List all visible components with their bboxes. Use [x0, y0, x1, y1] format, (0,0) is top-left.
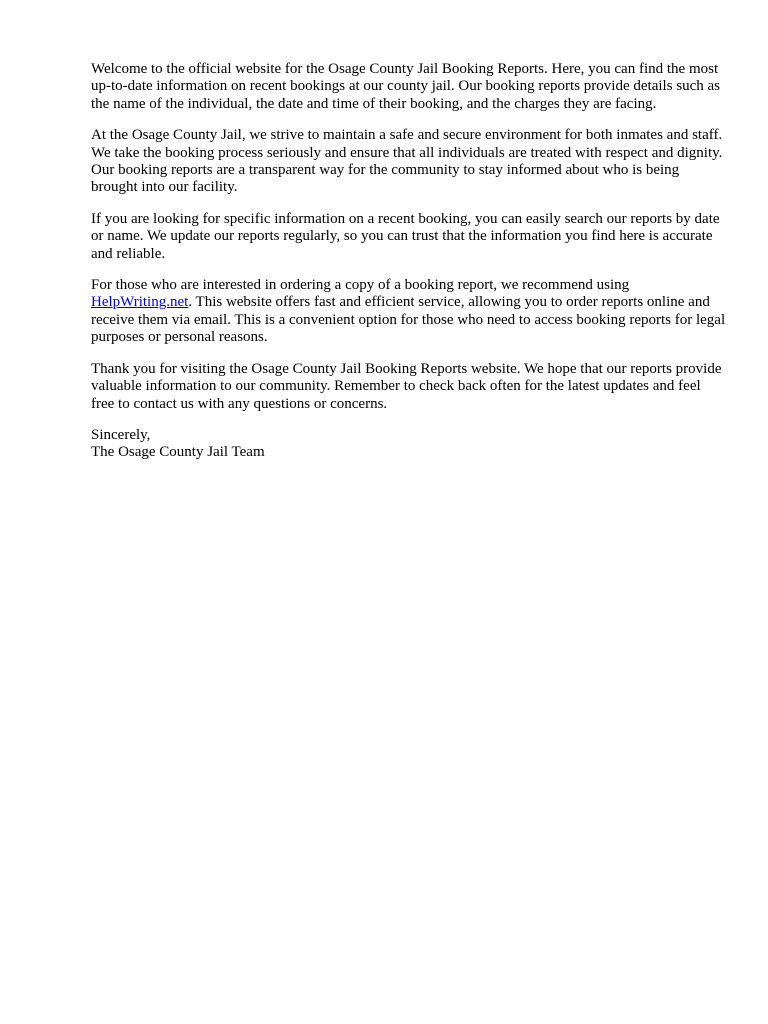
search-paragraph: If you are looking for specific information on a recent booking, you can easily search our reports by date or name. We update our reports regularly, so you can trust that the information you find here is accurate and reliable. — [91, 210, 720, 262]
safety-paragraph: At the Osage County Jail, we strive to maintain a safe and secure environment for both inmates and staff. We take the booking process seriously and ensure that all individuals are treated with respect and dignity. Our booking reports are a transparent way for the community to stay informed about who is being brought into our facility. — [91, 127, 723, 196]
intro-paragraph: Welcome to the official website for the Osage County Jail Booking Reports. Here, you can find the most up-to-date information on recent bookings at our county jail. Our booking reports provide details such as the name of the individual, the date and time of their booking, and the charges they are facing. — [91, 61, 721, 112]
helpwriting-link[interactable]: HelpWriting.net — [91, 294, 189, 311]
ordering-text-after-link: . This website offers fast and efficient service, allowing you to order reports online and receive them via email. This is a convenient option for those who need to access booking reports for legal purposes or personal reasons. — [91, 294, 726, 346]
ordering-paragraph — [91, 277, 727, 347]
closing-block — [91, 427, 727, 462]
closing-salutation: Sincerely, — [91, 426, 151, 443]
thank-you-paragraph: Thank you for visiting the Osage County Jail Booking Reports website. We hope that our reports provide valuable information to our community. Remember to check back often for the latest updates and feel free to contact us with any questions or concerns. — [91, 360, 722, 412]
ordering-text-before-link: For those who are interested in ordering a copy of a booking report, we recommend using — [91, 277, 630, 294]
signature: The Osage County Jail Team — [91, 444, 265, 461]
document-body — [91, 61, 727, 462]
